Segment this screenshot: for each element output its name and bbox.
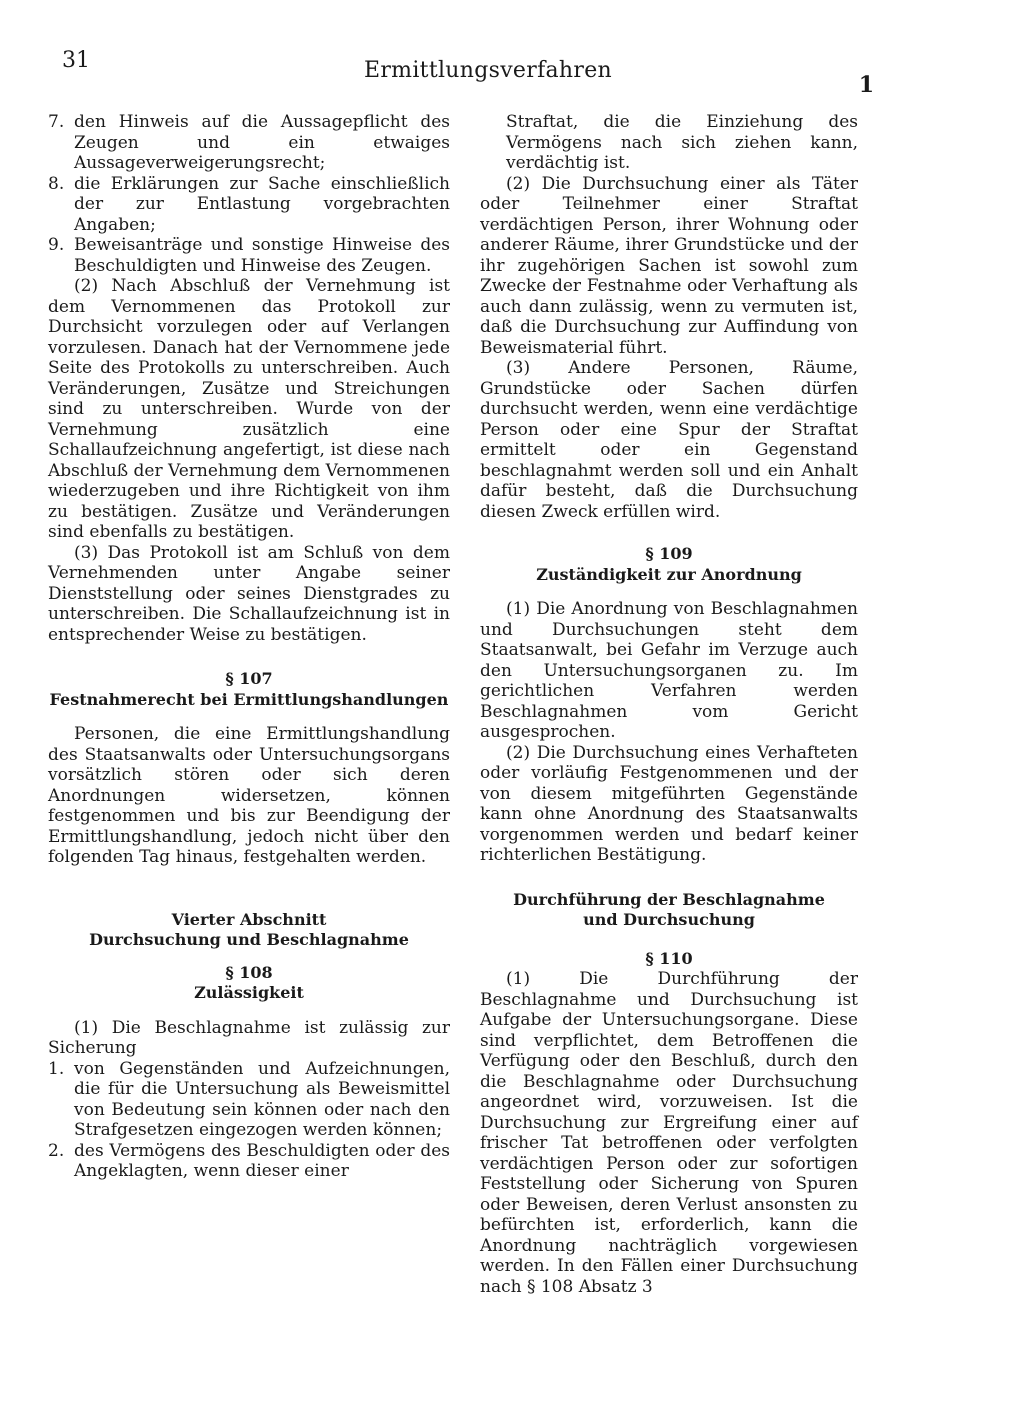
item-text: Beweisanträge und sonstige Hinweise des Beschuldigten und Hinweise des Zeugen. bbox=[74, 235, 450, 276]
list-item bbox=[48, 235, 450, 276]
item-text: die Erklärungen zur Sache einschließlich der zur Entlastung vorgebrachten Angaben; bbox=[74, 173, 450, 235]
chapter-marker: 1 bbox=[858, 72, 874, 98]
section-number: § 109 bbox=[645, 544, 693, 563]
paragraph: (2) Die Durchsuchung einer als Täter oder Teilnehmer einer Straftat verdächtigen Person, ihrer Wohnung oder anderer Räume, ihrer Grundstücke und der ihr zugehörigen Sachen ist sowohl zum Zwecke der Festnahme oder Verhaftung als auch dann zulässig, wenn zu vermuten ist, daß die Durchsuchung zur Auffindung von Beweismaterial führt. bbox=[480, 173, 858, 358]
paragraph: (2) Nach Abschluß der Vernehmung ist dem Vernommenen das Protokoll zur Durchsicht vorzulegen oder auf Verlangen vorzulesen. Danach hat der Vernommene jede Seite des Protokolls zu unterschreiben. Auch Veränderungen, Zusätze und Streichungen sind zu unterschreiben. Wurde von der Vernehmung zusätzlich eine Schallaufzeichnung angefertigt, ist diese nach Abschluß der Vernehmung dem Vernommenen wiederzugeben und ihre Richtigkeit von ihm zu bestätigen. Zusätze und Veränderungen sind ebenfalls zu bestätigen. bbox=[48, 276, 450, 542]
list-item bbox=[48, 1059, 450, 1141]
paragraph-continuation: Straftat, die die Einziehung des Vermögens nach sich ziehen kann, verdächtig ist. bbox=[506, 112, 858, 173]
item-text: den Hinweis auf die Aussagepflicht des Zeugen und ein etwaiges Aussageverweigerungsrecht; bbox=[74, 112, 450, 173]
item-number: 1. bbox=[48, 1058, 65, 1079]
page-header bbox=[62, 44, 874, 98]
part-label: Vierter Abschnitt bbox=[171, 909, 327, 929]
paragraph: (3) Andere Personen, Räume, Grundstücke oder Sachen dürfen durchsucht werden, wenn eine verdächtige Person oder eine Spur der Straftat ermittelt oder ein Gegenstand beschlagnahmt werden soll und ein Anhalt dafür besteht, daß die Durchsuchung diesen Zweck erfüllen wird. bbox=[480, 358, 858, 522]
list-item bbox=[48, 1141, 450, 1182]
section-heading: und Durchsuchung bbox=[583, 910, 755, 929]
section-title: Festnahmerecht bei Ermittlungshandlungen bbox=[49, 689, 449, 709]
item-number: 7. bbox=[48, 112, 65, 132]
paragraph: (1) Die Durchführung der Beschlagnahme und Durchsuchung ist Aufgabe der Untersuchungsorgane. Diese sind verpflichtet, dem Betroffenen die Verfügung oder den Beschluß, durch den die Beschlagnahme oder Durchsuchung angeordnet wird, vorzuweisen. Ist die Durchsuchung zur Ergreifung einer auf frischer Tat betroffenen oder verfolgten verdächtigen Person oder zur sofortigen Feststellung oder Sicherung von Spuren oder Beweisen, deren Verlust ansonsten zu befürchten ist, erforderlich, kann die Anordnung nachträglich vorgewiesen werden. In den Fällen einer Durchsuchung nach § 108 Absatz 3 bbox=[480, 969, 858, 1297]
section-title: Zuständigkeit zur Anordnung bbox=[536, 564, 802, 584]
section-title: Zulässigkeit bbox=[194, 983, 304, 1002]
list-item bbox=[48, 174, 450, 236]
item-number: 8. bbox=[48, 173, 65, 194]
paragraph: Personen, die eine Ermittlungshandlung des Staatsanwalts oder Untersuchungsorgans vorsätzlich stören oder sich deren Anordnungen widersetzen, können festgenommen und bis zur Beendigung der Ermittlungshandlung, jedoch nicht über den folgenden Tag hinaus, festgehalten werden. bbox=[48, 724, 450, 867]
running-title: Ermittlungsverfahren bbox=[364, 58, 612, 83]
right-column bbox=[480, 112, 858, 1297]
paragraph: (3) Das Protokoll ist am Schluß von dem Vernehmenden unter Angabe seiner Dienststellung oder seines Dienstgrades zu unterschreiben. Die Schallaufzeichnung ist in entsprechender Weise zu bestätigen. bbox=[48, 542, 450, 645]
section-heading: Durchführung der Beschlagnahme bbox=[513, 889, 825, 909]
section-number: § 107 bbox=[225, 669, 273, 688]
paragraph: (1) Die Beschlagnahme ist zulässig zur Sicherung bbox=[48, 1017, 450, 1058]
page-number: 31 bbox=[62, 48, 90, 73]
paragraph: (1) Die Anordnung von Beschlagnahmen und Durchsuchungen steht dem Staatsanwalt, bei Gefahr im Verzuge auch den Untersuchungsorganen zu. Im gerichtlichen Verfahren werden Beschlagnahmen vom Gericht ausgesprochen. bbox=[480, 599, 858, 742]
part-title: Durchsuchung und Beschlagnahme bbox=[89, 930, 409, 949]
item-text: von Gegenständen und Aufzeichnungen, die für die Untersuchung als Beweismittel von Bedeutung sein können oder nach den Strafgesetzen eingezogen werden können; bbox=[74, 1058, 450, 1140]
item-number: 2. bbox=[48, 1140, 65, 1161]
paragraph: (2) Die Durchsuchung eines Verhafteten oder vorläufig Festgenommenen und der von diesem mitgeführten Gegenstände kann ohne Anordnung des Staatsanwalts vorgenommen werden und bedarf keiner richterlichen Bestätigung. bbox=[480, 742, 858, 865]
item-text: des Vermögens des Beschuldigten oder des Angeklagten, wenn dieser einer bbox=[74, 1140, 450, 1181]
left-column bbox=[48, 112, 450, 1182]
list-item bbox=[48, 112, 450, 174]
section-number: § 108 bbox=[225, 962, 273, 982]
section-number: § 110 bbox=[645, 948, 693, 968]
item-number: 9. bbox=[48, 235, 65, 255]
